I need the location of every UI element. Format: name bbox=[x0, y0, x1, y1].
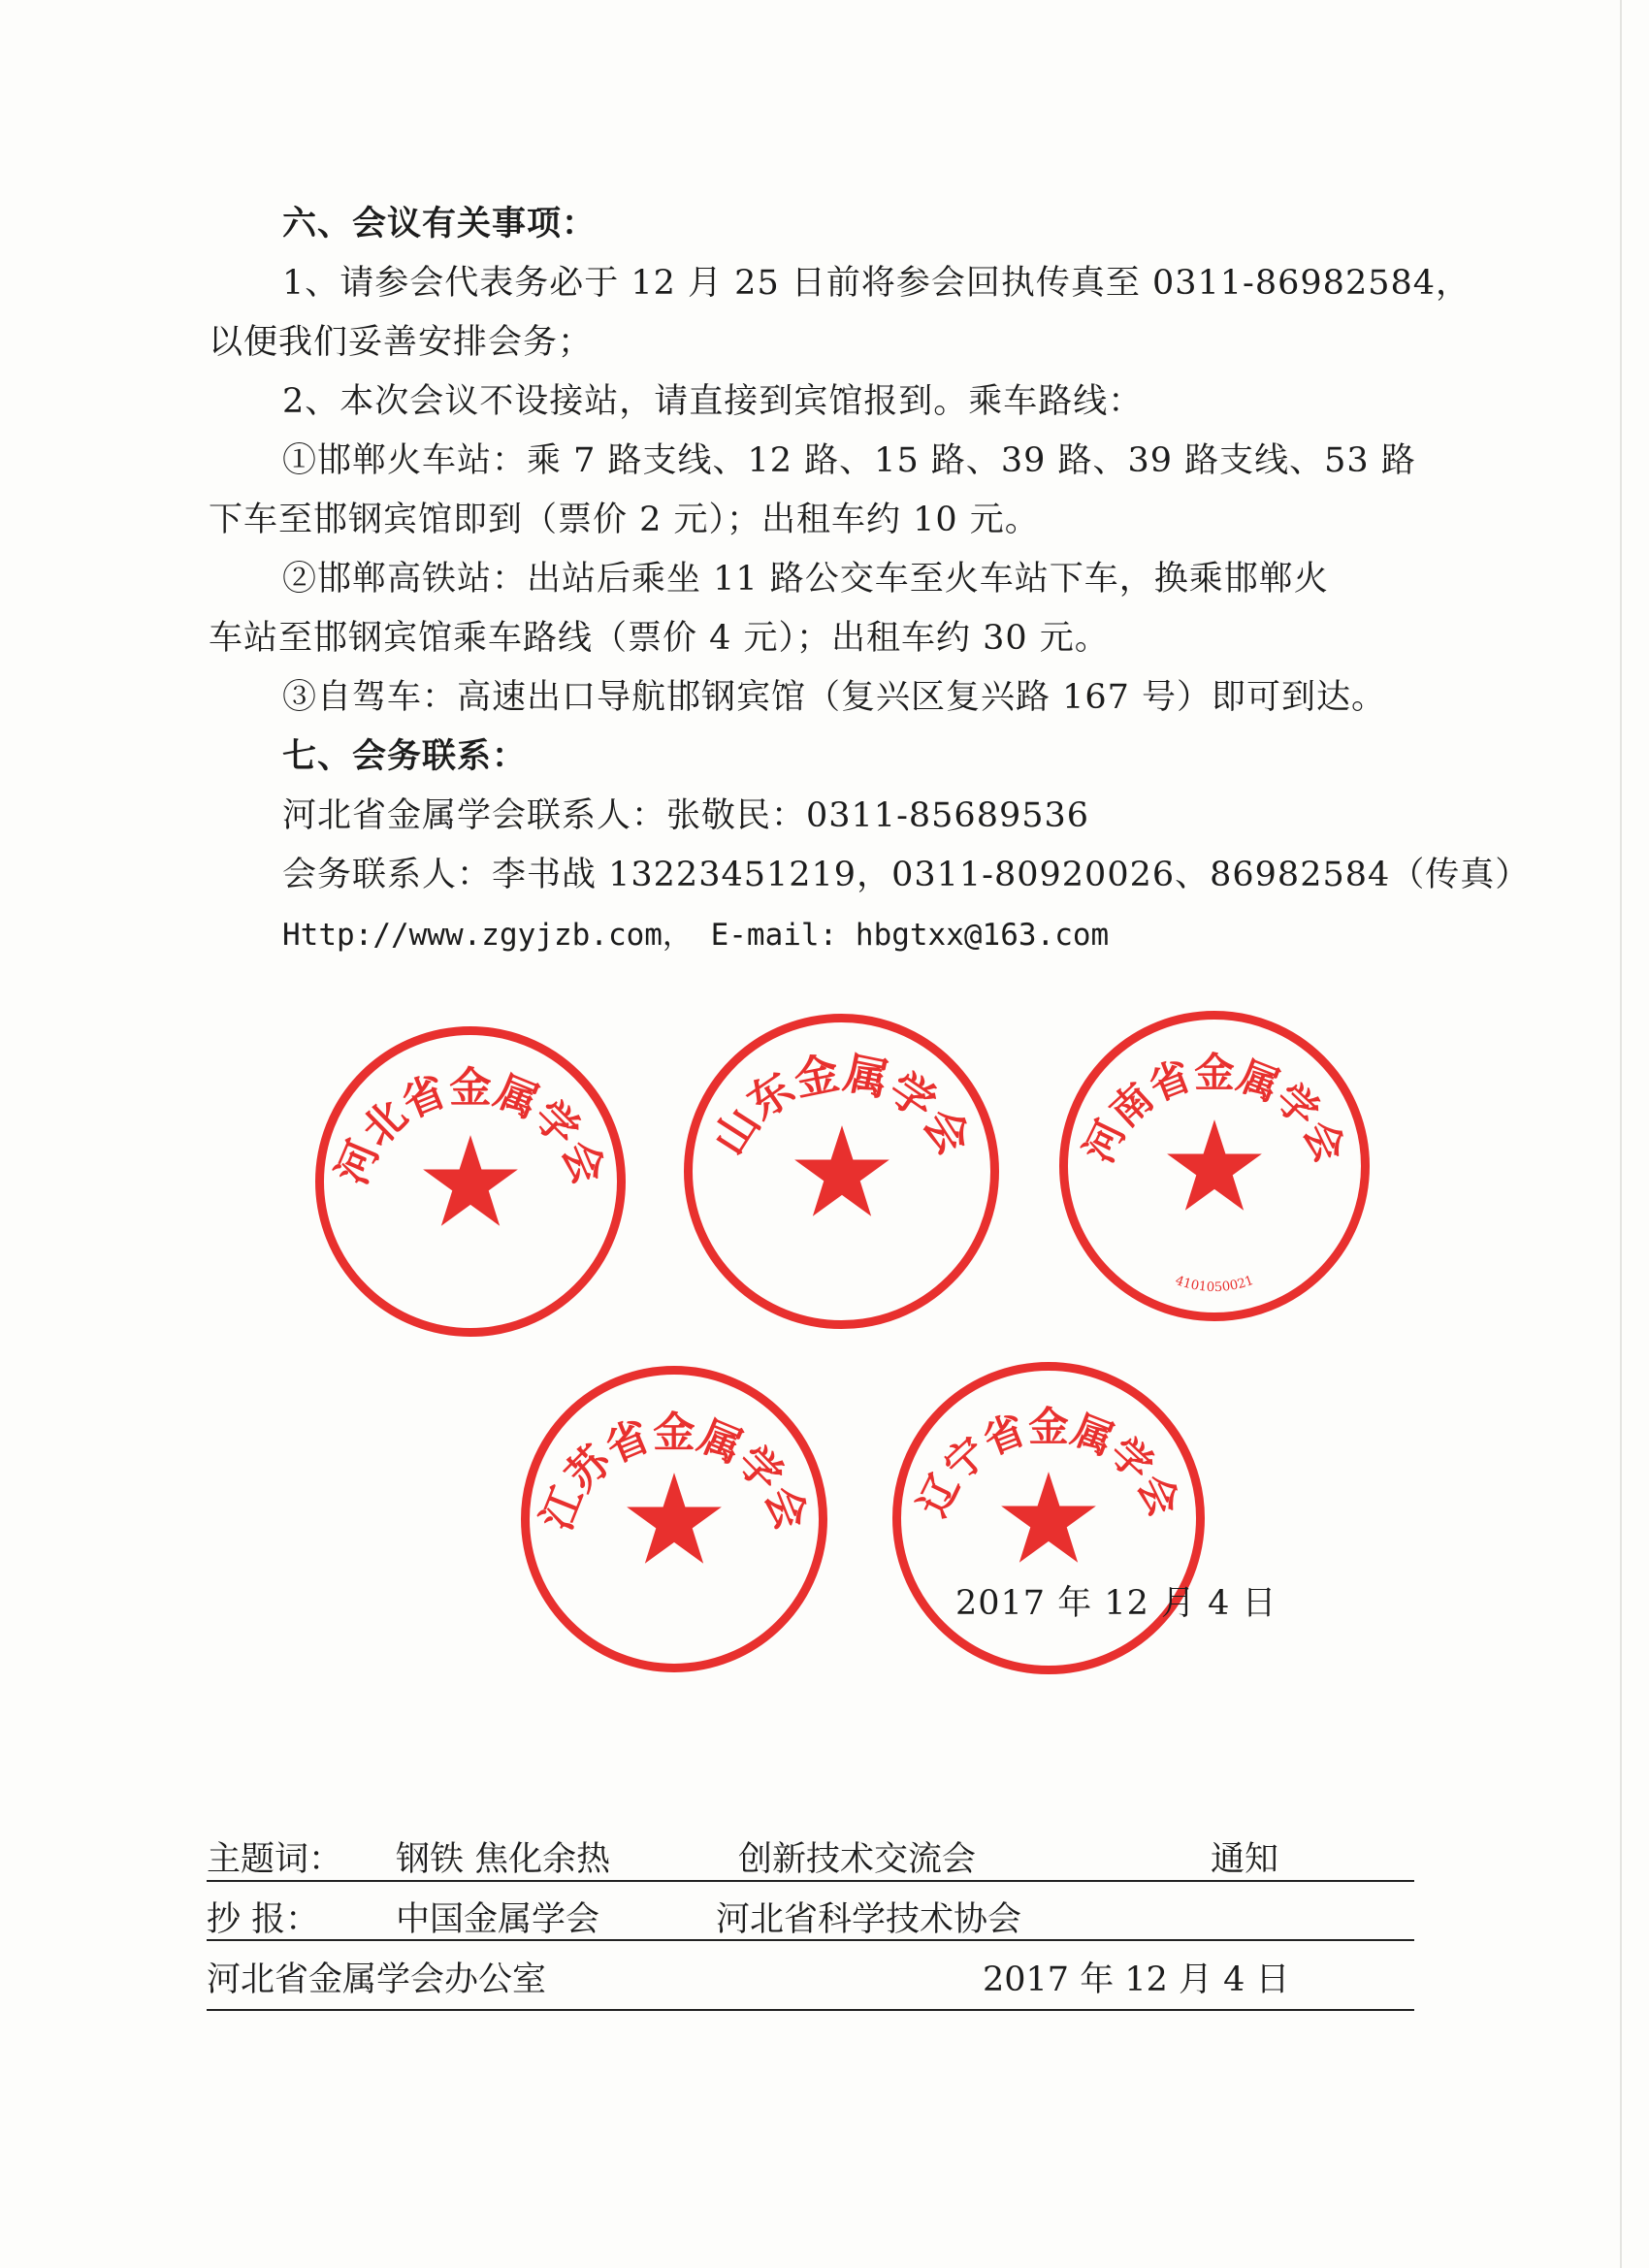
star-icon bbox=[420, 1131, 521, 1232]
keywords-label: 主题词： bbox=[207, 1840, 343, 1879]
issuer: 河北省金属学会办公室 bbox=[207, 1960, 547, 1999]
footer-rule-3 bbox=[207, 2009, 1414, 2011]
keywords-row bbox=[207, 1829, 1414, 1883]
footer-rule-2 bbox=[207, 1939, 1414, 1941]
cc-recipient-2: 河北省科学技术协会 bbox=[716, 1900, 1022, 1939]
section7-heading: 七、会务联系： bbox=[282, 736, 528, 776]
jiangsu-seal bbox=[521, 1366, 827, 1672]
issue-date: 2017 年 12 月 4 日 bbox=[983, 1960, 1290, 1999]
signature-date: 2017 年 12 月 4 日 bbox=[955, 1584, 1277, 1623]
section6-heading: 六、会议有关事项： bbox=[282, 204, 598, 243]
route2-line1: ②邯郸高铁站：出站后乘坐 11 路公交车至火车站下车，换乘邯郸火 bbox=[282, 560, 1329, 599]
svg-text:山东金属学会: 山东金属学会 bbox=[701, 1046, 982, 1164]
shandong-seal bbox=[684, 1014, 999, 1329]
keywords-1: 钢铁 焦化余热 bbox=[396, 1840, 611, 1879]
henan-seal bbox=[1059, 1011, 1370, 1321]
star-icon bbox=[792, 1121, 892, 1222]
keywords-2: 创新技术交流会 bbox=[738, 1840, 977, 1879]
contact-line-2: 会务联系人：李书战 13223451219，0311-80920026、86982584（传真） bbox=[282, 856, 1531, 894]
svg-text:河南省金属学会: 河南省金属学会 bbox=[1074, 1049, 1355, 1170]
star-icon bbox=[998, 1468, 1099, 1569]
star-icon bbox=[1164, 1116, 1265, 1216]
route1-line2: 下车至邯钢宾馆即到（票价 2 元）；出租车约 10 元。 bbox=[209, 501, 1040, 539]
route1-line1: ①邯郸火车站：乘 7 路支线、12 路、15 路、39 路、39 路支线、53 路 bbox=[282, 441, 1416, 480]
item1-line1: 1、请参会代表务必于 12 月 25 日前将参会回执传真至 0311-86982584， bbox=[282, 264, 1471, 303]
route3: ③自驾车：高速出口导航邯钢宾馆（复兴区复兴路 167 号）即可到达。 bbox=[282, 678, 1387, 717]
item2: 2、本次会议不设接站，请直接到宾馆报到。乘车路线： bbox=[282, 382, 1144, 421]
svg-text:河北省金属学会: 河北省金属学会 bbox=[327, 1063, 614, 1192]
footer-rule-1 bbox=[207, 1880, 1414, 1882]
issuer-row bbox=[207, 1949, 1414, 2003]
hebei-seal bbox=[315, 1026, 626, 1337]
contact-line-1: 河北省金属学会联系人：张敬民：0311-85689536 bbox=[282, 796, 1090, 835]
star-icon bbox=[624, 1469, 725, 1570]
liaoning-seal bbox=[892, 1362, 1205, 1674]
cc-row bbox=[207, 1889, 1414, 1943]
cc-label: 抄 报： bbox=[207, 1900, 320, 1939]
svg-text:4101050021: 4101050021 bbox=[1173, 1273, 1256, 1296]
item1-line2: 以便我们妥善安排会务； bbox=[209, 323, 594, 362]
page-edge bbox=[1620, 0, 1622, 2268]
svg-text:辽宁省金属学会: 辽宁省金属学会 bbox=[908, 1402, 1189, 1524]
route2-line2: 车站至邯钢宾馆乘车路线（票价 4 元）；出租车约 30 元。 bbox=[209, 619, 1110, 658]
cc-recipient-1: 中国金属学会 bbox=[396, 1900, 600, 1939]
svg-text:江苏省金属学会: 江苏省金属学会 bbox=[532, 1408, 817, 1538]
web-email-line: Http://www.zgyjzb.com， E-mail: hbgtxx@163.com bbox=[282, 918, 1110, 953]
keywords-3: 通知 bbox=[1211, 1840, 1279, 1879]
